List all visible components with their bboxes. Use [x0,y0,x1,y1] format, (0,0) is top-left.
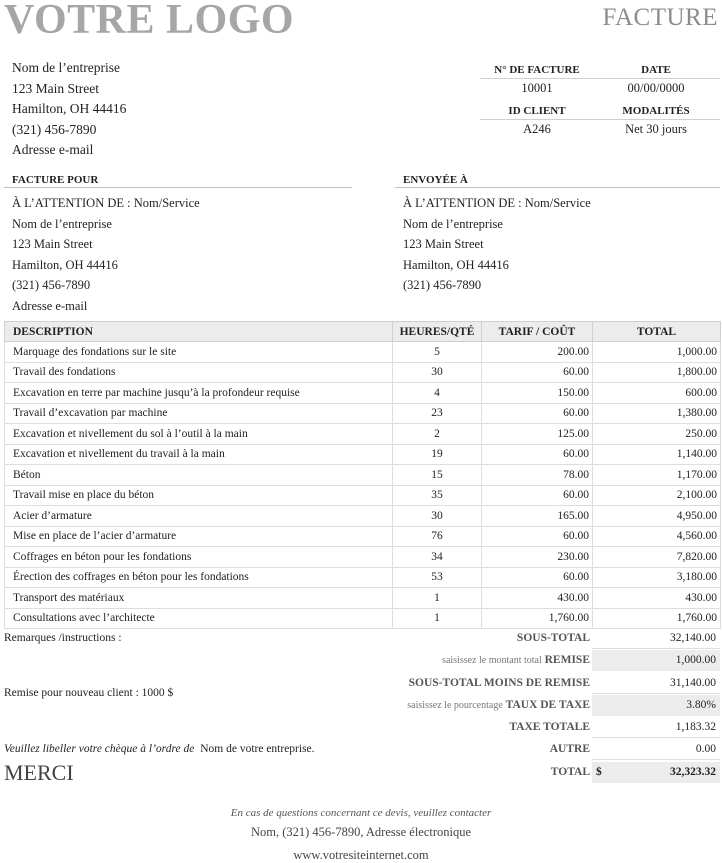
ship-to-city: Hamilton, OH 44416 [403,258,509,272]
ship-to-street: 123 Main Street [403,237,484,251]
item-quantity: 30 [393,506,482,527]
item-total: 600.00 [593,383,721,404]
item-rate: 150.00 [482,383,593,404]
ship-to-attention: À L’ATTENTION DE : Nom/Service [403,196,591,210]
discount-label [290,654,590,666]
tax-total-value: 1,183.32 [592,717,720,738]
taxrate-title: TAUX DE TAXE [505,699,590,711]
item-rate: 125.00 [482,424,593,445]
item-total: 4,950.00 [593,506,721,527]
table-row [5,588,721,609]
ship-to-company: Nom de l’entreprise [403,217,503,231]
item-description: Marquage des fondations sur le site [5,342,393,363]
item-description: Travail des fondations [5,362,393,383]
col-total: TOTAL [593,322,721,342]
table-row [5,567,721,588]
col-description: DESCRIPTION [5,322,393,342]
invoice-date-label: DATE [641,64,671,76]
ship-to-phone: (321) 456-7890 [403,278,482,292]
item-quantity: 23 [393,403,482,424]
item-rate: 200.00 [482,342,593,363]
client-id-label: ID CLIENT [508,105,566,117]
taxrate-hint: saisissez le pourcentage [407,700,503,711]
col-quantity: HEURES/QTÉ [393,322,482,342]
bill-to-divider [4,187,352,188]
item-quantity: 2 [393,424,482,445]
item-rate: 60.00 [482,567,593,588]
discount-value[interactable]: 1,000.00 [592,650,720,671]
subtotal-value: 32,140.00 [592,628,720,649]
table-body [5,342,721,629]
bill-to-phone: (321) 456-7890 [12,278,91,292]
total-amount: 32,323.32 [670,766,716,778]
client-id: A246 [523,122,551,136]
item-description: Coffrages en béton pour les fondations [5,547,393,568]
invoice-date: 00/00/0000 [627,81,685,95]
other-label: AUTRE [549,743,590,755]
item-description: Consultations avec l’architecte [5,608,393,629]
table-row [5,547,721,568]
item-total: 1,800.00 [593,362,721,383]
bill-to-company: Nom de l’entreprise [12,217,112,231]
tax-total-label: TAXE TOTALE [509,721,590,733]
item-rate: 165.00 [482,506,593,527]
company-logo: VOTRE LOGO [4,0,295,43]
item-rate: 60.00 [482,444,593,465]
item-description: Excavation et nivellement du travail à la main [5,444,393,465]
total-value [592,762,720,783]
item-rate: 60.00 [482,362,593,383]
discount-hint: saisissez le montant total [442,655,542,666]
cheque-payee: Nom de votre entreprise. [200,743,315,755]
item-description: Transport des matériaux [5,588,393,609]
remarks-label: Remarques /instructions : [4,632,122,644]
table-row [5,465,721,486]
item-quantity: 15 [393,465,482,486]
footer-website: www.votresiteinternet.com [293,848,429,862]
item-quantity: 1 [393,588,482,609]
table-row [5,424,721,445]
item-total: 1,000.00 [593,342,721,363]
item-quantity: 76 [393,526,482,547]
company-email: Adresse e-mail [12,142,94,157]
footer-questions: En cas de questions concernant ce devis, veuillez contacter [230,807,492,819]
discount-note: Remise pour nouveau client : 1000 $ [4,687,174,699]
invoice-number-label: N° DE FACTURE [494,64,580,76]
col-rate: TARIF / COÛT [482,322,593,342]
line-items-table [4,321,721,629]
ship-to-divider [395,187,720,188]
cheque-prefix: Veuillez libeller votre chèque à l’ordre de [4,743,195,755]
bill-to-street: 123 Main Street [12,237,93,251]
table-header-row [5,322,721,342]
company-street: 123 Main Street [12,81,99,96]
table-row [5,444,721,465]
item-description: Acier d’armature [5,506,393,527]
item-total: 3,180.00 [593,567,721,588]
table-row [5,342,721,363]
company-city: Hamilton, OH 44416 [12,101,127,116]
table-row [5,362,721,383]
table-row [5,485,721,506]
company-phone: (321) 456-7890 [12,122,97,137]
item-total: 1,380.00 [593,403,721,424]
item-description: Érection des coffrages en béton pour les fondations [5,567,393,588]
ship-to-heading: ENVOYÉE À [403,174,468,186]
bill-to-attention: À L’ATTENTION DE : Nom/Service [12,196,200,210]
thank-you: MERCI [4,760,74,785]
payment-terms: Net 30 jours [625,122,687,136]
item-quantity: 1 [393,608,482,629]
item-total: 1,760.00 [593,608,721,629]
item-total: 2,100.00 [593,485,721,506]
subtotal-label: SOUS-TOTAL [516,632,590,644]
item-rate: 230.00 [482,547,593,568]
item-rate: 60.00 [482,526,593,547]
taxrate-label [290,699,590,711]
item-description: Excavation en terre par machine jusqu’à la profondeur requise [5,383,393,404]
item-quantity: 53 [393,567,482,588]
item-total: 250.00 [593,424,721,445]
item-rate: 1,760.00 [482,608,593,629]
meta-divider [480,119,720,120]
item-quantity: 35 [393,485,482,506]
item-description: Mise en place de l’acier d’armature [5,526,393,547]
total-label: TOTAL [550,766,590,778]
company-name: Nom de l’entreprise [12,60,120,75]
document-title: FACTURE [602,4,718,31]
terms-label: MODALITÉS [622,105,690,117]
item-total: 7,820.00 [593,547,721,568]
item-quantity: 4 [393,383,482,404]
item-quantity: 30 [393,362,482,383]
bill-to-heading: FACTURE POUR [12,174,99,186]
currency-symbol: $ [596,766,602,778]
item-total: 1,140.00 [593,444,721,465]
item-quantity: 5 [393,342,482,363]
subtotal-less-label: SOUS-TOTAL MOINS DE REMISE [408,677,590,689]
bill-to-email: Adresse e-mail [12,299,88,313]
item-quantity: 34 [393,547,482,568]
footer-contact: Nom, (321) 456-7890, Adresse électronique [250,825,472,839]
table-row [5,383,721,404]
item-description: Excavation et nivellement du sol à l’outil à la main [5,424,393,445]
item-description: Travail mise en place du béton [5,485,393,506]
cheque-note [4,743,315,755]
item-total: 430.00 [593,588,721,609]
table-row [5,403,721,424]
table-row [5,526,721,547]
item-rate: 78.00 [482,465,593,486]
item-total: 4,560.00 [593,526,721,547]
table-row [5,608,721,629]
meta-divider [480,78,720,79]
taxrate-value[interactable]: 3.80% [592,695,720,716]
subtotal-less-value: 31,140.00 [592,673,720,694]
discount-title: REMISE [544,654,590,666]
item-rate: 60.00 [482,485,593,506]
item-quantity: 19 [393,444,482,465]
item-description: Béton [5,465,393,486]
invoice-number: 10001 [521,81,553,95]
bill-to-city: Hamilton, OH 44416 [12,258,118,272]
item-total: 1,170.00 [593,465,721,486]
item-description: Travail d’excavation par machine [5,403,393,424]
item-rate: 60.00 [482,403,593,424]
item-rate: 430.00 [482,588,593,609]
other-value: 0.00 [592,739,720,760]
table-row [5,506,721,527]
